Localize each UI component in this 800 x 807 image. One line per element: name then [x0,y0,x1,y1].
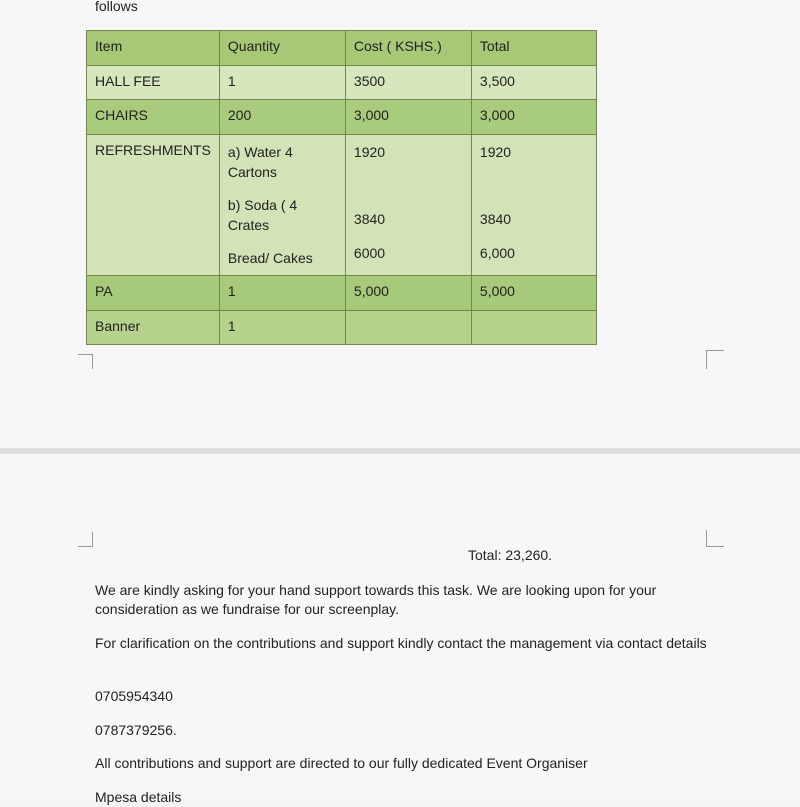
cell-quantity: 1 [219,311,345,345]
phone-number-1: 0705954340 [95,688,173,704]
phone-number-2: 0787379256. [95,722,177,738]
document-page-2 [0,454,800,800]
cell-cost: 3,000 [345,100,471,135]
cell-item: CHAIRS [87,100,220,135]
intro-fragment: follows [95,0,138,14]
soda-qty-line2: Crates [227,217,270,233]
cell-item: REFRESHMENTS [87,135,220,276]
cell-item: PA [87,276,220,311]
cell-total: 5,000 [471,276,596,311]
header-quantity: Quantity [219,31,345,66]
budget-table [86,30,597,345]
header-cost: Cost ( KSHS.) [345,31,471,66]
cell-total: 3,500 [471,66,596,100]
table-header-row [87,31,597,66]
water-qty-line2: Cartons [227,164,277,180]
soda-total: 3840 [479,211,512,227]
water-qty-line1: a) Water 4 [227,144,293,160]
grand-total: Total: 23,260. [468,547,553,563]
water-total: 1920 [479,144,512,160]
bread-qty: Bread/ Cakes [227,250,313,266]
margin-corner-mark [78,354,93,369]
table-row [87,100,597,135]
table-row [87,66,597,100]
soda-qty-line1: b) Soda ( 4 [227,197,298,213]
bread-total: 6,000 [479,245,515,261]
cell-total [471,311,596,345]
cell-quantity: 200 [219,100,345,135]
margin-corner-mark [78,532,93,547]
cell-cost [345,135,471,276]
margin-corner-mark [706,350,724,369]
cell-cost [345,311,471,345]
mpesa-heading: Mpesa details [95,789,182,805]
table-row [87,135,597,276]
cell-quantity: 1 [219,276,345,311]
clarification-paragraph: For clarification on the contributions and support kindly contact the management via contact details [95,635,707,651]
water-cost: 1920 [353,144,386,160]
header-item: Item [87,31,220,66]
table-row [87,276,597,311]
table-row [87,311,597,345]
cell-cost: 3500 [345,66,471,100]
cell-total [471,135,596,276]
margin-corner-mark [706,530,724,547]
support-request-paragraph: We are kindly asking for your hand support towards this task. We are looking upon for your consideration as we fundraise for our screenplay. [95,582,657,617]
cell-item: HALL FEE [87,66,220,100]
cell-item: Banner [87,311,220,345]
soda-cost: 3840 [353,211,386,227]
header-total: Total [471,31,596,66]
cell-quantity [219,135,345,276]
cell-total: 3,000 [471,100,596,135]
organiser-paragraph: All contributions and support are directed to our fully dedicated Event Organiser [95,755,588,771]
bread-cost: 6000 [353,245,386,261]
cell-cost: 5,000 [345,276,471,311]
cell-quantity: 1 [219,66,345,100]
